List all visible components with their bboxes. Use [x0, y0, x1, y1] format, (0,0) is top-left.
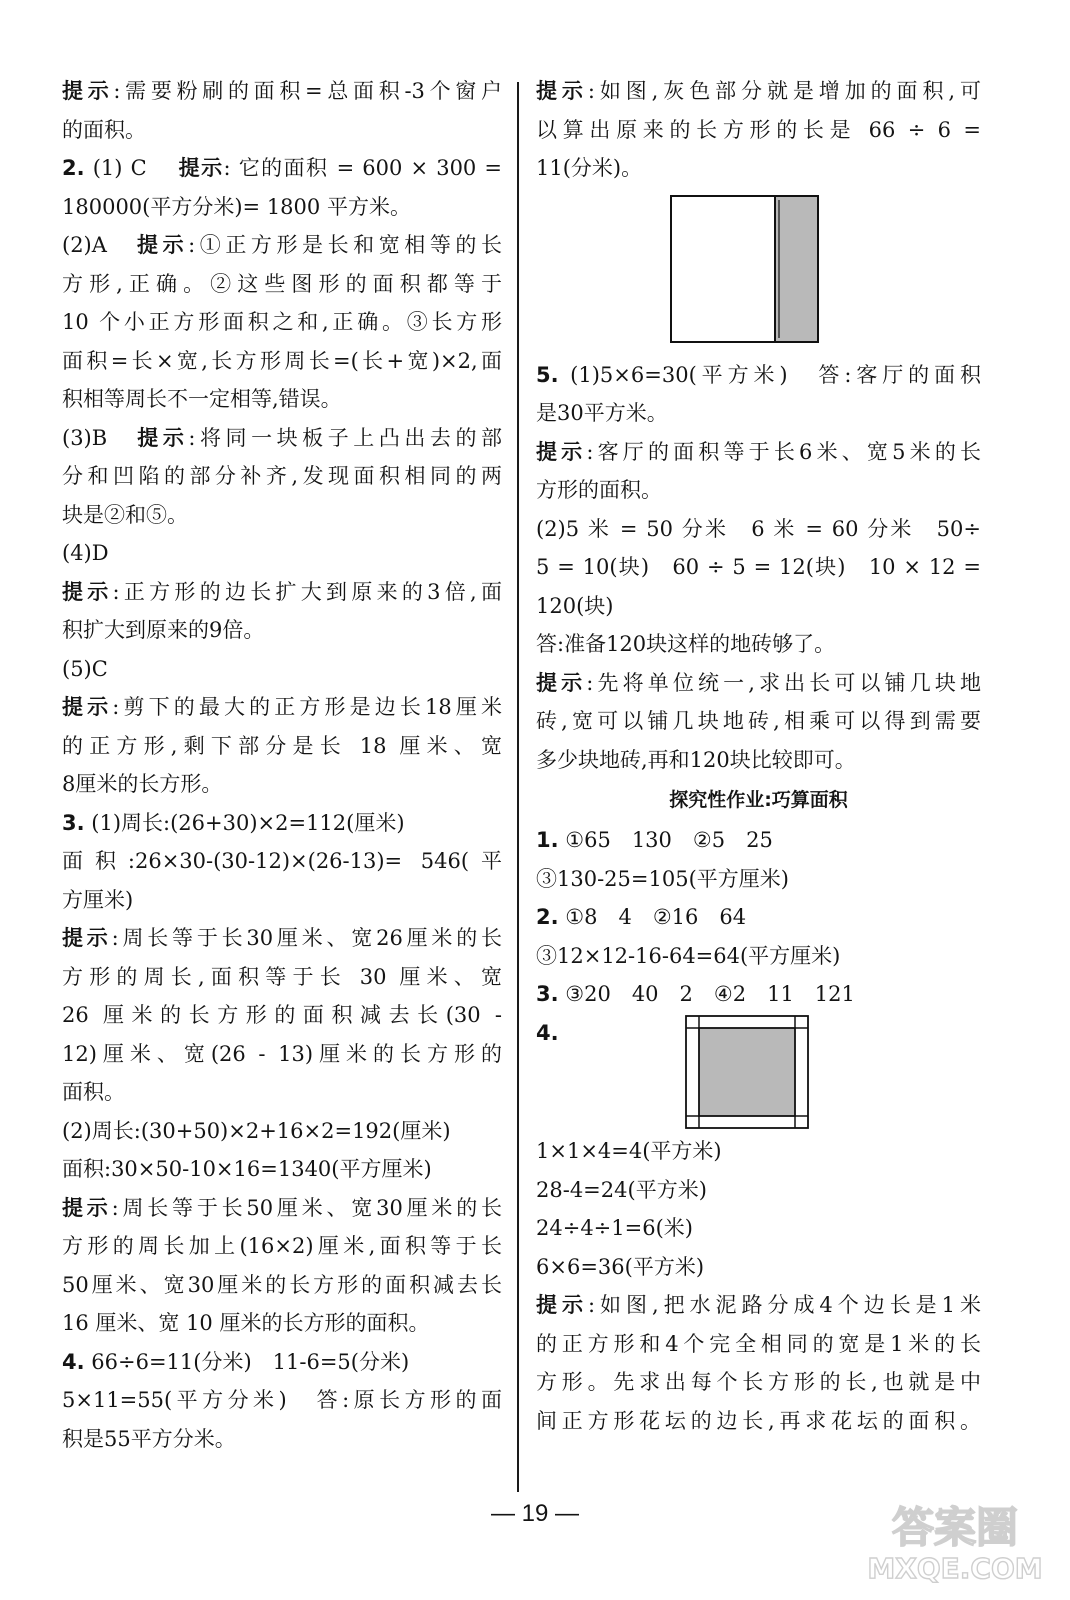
text-line — [62, 1266, 502, 1305]
bold-label: 提示 — [137, 425, 189, 450]
line-text: 11(分米)。 — [536, 156, 643, 180]
watermark-logo — [860, 1494, 1050, 1586]
line-text: 块是②和⑤。 — [62, 502, 188, 527]
line-text: 的正方形,剩下部分是长 18 厘米、宽 — [62, 733, 502, 758]
text-line — [62, 1420, 502, 1459]
line-text: ①8 4 ②16 64 — [558, 905, 747, 929]
bold-label: 提示 — [62, 926, 112, 950]
bold-label: 提示 — [62, 79, 114, 103]
text-line — [62, 496, 502, 535]
line-text: (2)周长:(30+50)×2+16×2=192(厘米) — [62, 1118, 451, 1143]
line-text: :正方形的边长扩大到原来的3倍,面 — [112, 579, 502, 604]
line-text: (1)5×6=30(平方米) 答:客厅的面积 — [558, 362, 981, 387]
line-text: 面积=长×宽,长方形周长=(长+宽)×2,面 — [62, 348, 502, 373]
bold-label: 3. — [536, 982, 559, 1006]
text-line — [62, 1304, 502, 1343]
line-text: (1)周长:(26+30)×2=112(厘米) — [84, 810, 405, 835]
text-line — [536, 741, 981, 780]
text-line — [536, 548, 981, 587]
line-text: (1) C — [84, 156, 179, 180]
line-text: 面积:26×30-(30-12)×(26-13)= 546(平 — [62, 849, 502, 873]
line-text: 积相等周长不一定相等,错误。 — [62, 387, 342, 411]
line-text: 积扩大到原来的9倍。 — [62, 618, 265, 642]
text-line — [536, 72, 981, 111]
line-text: 方形。先求出每个长方形的长,也就是中 — [536, 1370, 981, 1394]
right-q5-text — [536, 356, 981, 780]
line-text: ①65 130 ②5 25 — [558, 828, 773, 852]
figure-rectangle-extension — [536, 188, 981, 356]
line-text: 分和凹陷的部分补齐,发现面积相同的两 — [62, 464, 502, 488]
line-text: ③12×12-16-64=64(平方厘米) — [536, 943, 841, 968]
line-text: ③20 40 2 ④2 11 121 — [558, 982, 855, 1006]
text-line — [62, 1035, 502, 1074]
bold-label: 2. — [62, 156, 85, 180]
text-line — [536, 1209, 981, 1248]
text-line — [536, 394, 981, 433]
line-text: 5 = 10(块) 60 ÷ 5 = 12(块) 10 × 12 = — [536, 555, 981, 579]
bold-label: 提示 — [536, 670, 587, 695]
text-line — [536, 821, 981, 860]
line-text: 10 个小正方形面积之和,正确。③长方形 — [62, 310, 502, 334]
svg-text:MXQE.COM: MXQE.COM — [867, 1552, 1043, 1585]
bold-label: 提示 — [62, 695, 113, 719]
bold-label: 3. — [62, 810, 85, 835]
line-text: :将同一块板子上凸出去的部 — [188, 425, 502, 450]
text-line — [536, 1132, 981, 1171]
text-line — [536, 433, 981, 472]
line-text: :如图,把水泥路分成4个边长是1米 — [587, 1293, 981, 1317]
column-divider — [517, 82, 519, 1492]
text-line — [536, 937, 981, 976]
svg-text:答案圈: 答案圈 — [891, 1503, 1019, 1552]
text-line — [536, 1402, 981, 1441]
line-text: :①正方形是长和宽相等的长 — [188, 233, 502, 257]
line-text: 24÷4÷1=6(米) — [536, 1216, 693, 1240]
line-text: 66÷6=11(分米) 11-6=5(分米) — [84, 1349, 410, 1374]
line-text: 12)厘米、宽(26 - 13)厘米的长方形的 — [62, 1041, 502, 1066]
right-top-text — [536, 72, 981, 188]
text-line — [536, 898, 981, 937]
line-text: 8厘米的长方形。 — [62, 772, 223, 796]
line-text: :需要粉刷的面积=总面积-3个窗户 — [113, 79, 502, 103]
line-text: 方厘米) — [62, 887, 134, 912]
text-line — [62, 226, 502, 265]
text-line — [62, 342, 502, 381]
text-line — [536, 471, 981, 510]
line-text: :如图,灰色部分就是增加的面积,可 — [587, 79, 981, 103]
text-line — [536, 1286, 981, 1325]
bold-label: 5. — [536, 362, 559, 387]
bold-label: 4. — [62, 1349, 85, 1374]
right-q4-solution — [536, 1132, 981, 1440]
line-text: (5)C — [62, 656, 108, 681]
text-line — [62, 1150, 502, 1189]
text-line — [62, 1227, 502, 1266]
text-line — [536, 860, 981, 899]
line-text: 5×11=55(平方分米) 答:原长方形的面 — [62, 1388, 502, 1412]
bold-label: 提示 — [536, 1293, 588, 1317]
line-text: :先将单位统一,求出长可以铺几块地 — [586, 670, 981, 695]
line-text: 方形的面积。 — [536, 478, 662, 502]
bold-label: 提示 — [536, 439, 587, 464]
line-text: 16 厘米、宽 10 厘米的长方形的面积。 — [62, 1311, 430, 1335]
line-text: 面积。 — [62, 1080, 125, 1104]
text-line — [536, 356, 981, 395]
section-title: 探究性作业:巧算面积 — [669, 789, 848, 811]
line-text: 积是55平方分米。 — [62, 1426, 236, 1451]
text-line — [62, 573, 502, 612]
text-line — [536, 149, 981, 188]
line-text: 以算出原来的长方形的长是 66 ÷ 6 = — [536, 117, 981, 142]
right-column — [536, 72, 981, 1440]
line-text: 答:准备120块这样的地砖够了。 — [536, 632, 836, 656]
line-text: 50厘米、宽30厘米的长方形的面积减去长 — [62, 1272, 502, 1297]
text-line — [536, 1248, 981, 1287]
line-text: 方形的周长,面积等于长 30 厘米、宽 — [62, 964, 502, 989]
left-column — [62, 72, 502, 1458]
line-text: 的正方形和4个完全相同的宽是1米的长 — [536, 1331, 981, 1356]
line-text: 26 厘米的长方形的面积减去长(30 - — [62, 1003, 502, 1027]
text-line — [536, 664, 981, 703]
line-text: 的面积。 — [62, 117, 146, 142]
bold-label: 提示 — [62, 579, 113, 604]
text-line — [62, 419, 502, 458]
text-line — [536, 510, 981, 549]
bold-label: 提示 — [137, 233, 189, 257]
line-text: :周长等于长50厘米、宽30厘米的长 — [111, 1195, 502, 1220]
text-line — [62, 380, 502, 419]
text-line — [62, 457, 502, 496]
text-line — [62, 881, 502, 920]
text-line — [62, 765, 502, 804]
text-line — [536, 587, 981, 626]
flowerbed-path-diagram — [536, 1014, 981, 1132]
text-line — [536, 111, 981, 150]
line-text: ③130-25=105(平方厘米) — [536, 866, 789, 891]
line-text: 间正方形花坛的边长,再求花坛的面积。 — [536, 1408, 981, 1433]
bold-label: 1. — [536, 828, 559, 852]
text-line — [536, 702, 981, 741]
text-line — [62, 919, 502, 958]
line-text: (2)5 米 = 50 分米 6 米 = 60 分米 50÷ — [536, 516, 981, 541]
line-text: 120(块) — [536, 593, 614, 618]
bold-label: 提示 — [536, 79, 588, 103]
line-text: (2)A — [62, 233, 138, 257]
page-number: — 19 — — [490, 1500, 580, 1527]
text-line — [62, 727, 502, 766]
text-line — [62, 1073, 502, 1112]
line-text: 砖,宽可以铺几块地砖,相乘可以得到需要 — [536, 709, 981, 733]
text-line — [62, 303, 502, 342]
text-line — [62, 1381, 502, 1420]
text-line — [536, 1325, 981, 1364]
text-line — [62, 958, 502, 997]
line-text: 方形,正确。②这些图形的面积都等于 — [62, 271, 502, 296]
bold-label: 4. — [536, 1020, 559, 1045]
bold-label: 2. — [536, 905, 559, 929]
text-line — [62, 188, 502, 227]
text-line — [62, 650, 502, 689]
text-line — [62, 688, 502, 727]
figure-flowerbed — [536, 1014, 981, 1132]
line-text: 面积:30×50-10×16=1340(平方厘米) — [62, 1157, 432, 1181]
line-text: 28-4=24(平方米) — [536, 1177, 707, 1202]
text-line — [62, 611, 502, 650]
text-line — [62, 1189, 502, 1228]
bold-label: 提示 — [62, 1195, 112, 1220]
text-line — [62, 1343, 502, 1382]
text-line — [62, 111, 502, 150]
text-line — [62, 1112, 502, 1151]
text-line — [62, 842, 502, 881]
line-text: : 它的面积 = 600 × 300 = — [223, 156, 503, 180]
text-line — [62, 265, 502, 304]
line-text: :周长等于长30厘米、宽26厘米的长 — [111, 926, 502, 950]
text-line — [536, 1363, 981, 1402]
line-text: 方形的周长加上(16×2)厘米,面积等于长 — [62, 1234, 502, 1258]
rectangle-extension-diagram — [536, 188, 981, 356]
text-line — [536, 1171, 981, 1210]
line-text: (4)D — [62, 541, 109, 565]
text-line — [62, 534, 502, 573]
text-line — [62, 996, 502, 1035]
text-line — [62, 149, 502, 188]
text-line — [62, 804, 502, 843]
text-line — [536, 975, 981, 1014]
text-line — [536, 625, 981, 664]
line-text: 6×6=36(平方米) — [536, 1254, 705, 1279]
line-text: 是30平方米。 — [536, 401, 668, 425]
line-text: :客厅的面积等于长6米、宽5米的长 — [586, 439, 982, 464]
line-text: (3)B — [62, 425, 138, 450]
line-text: 多少块地砖,再和120块比较即可。 — [536, 747, 856, 772]
text-line — [62, 72, 502, 111]
bold-label: 提示 — [178, 156, 224, 180]
line-text: :剪下的最大的正方形是边长18厘米 — [112, 695, 503, 719]
line-text: 1×1×4=4(平方米) — [536, 1139, 722, 1163]
line-text: 180000(平方分米)= 1800 平方米。 — [62, 194, 411, 219]
